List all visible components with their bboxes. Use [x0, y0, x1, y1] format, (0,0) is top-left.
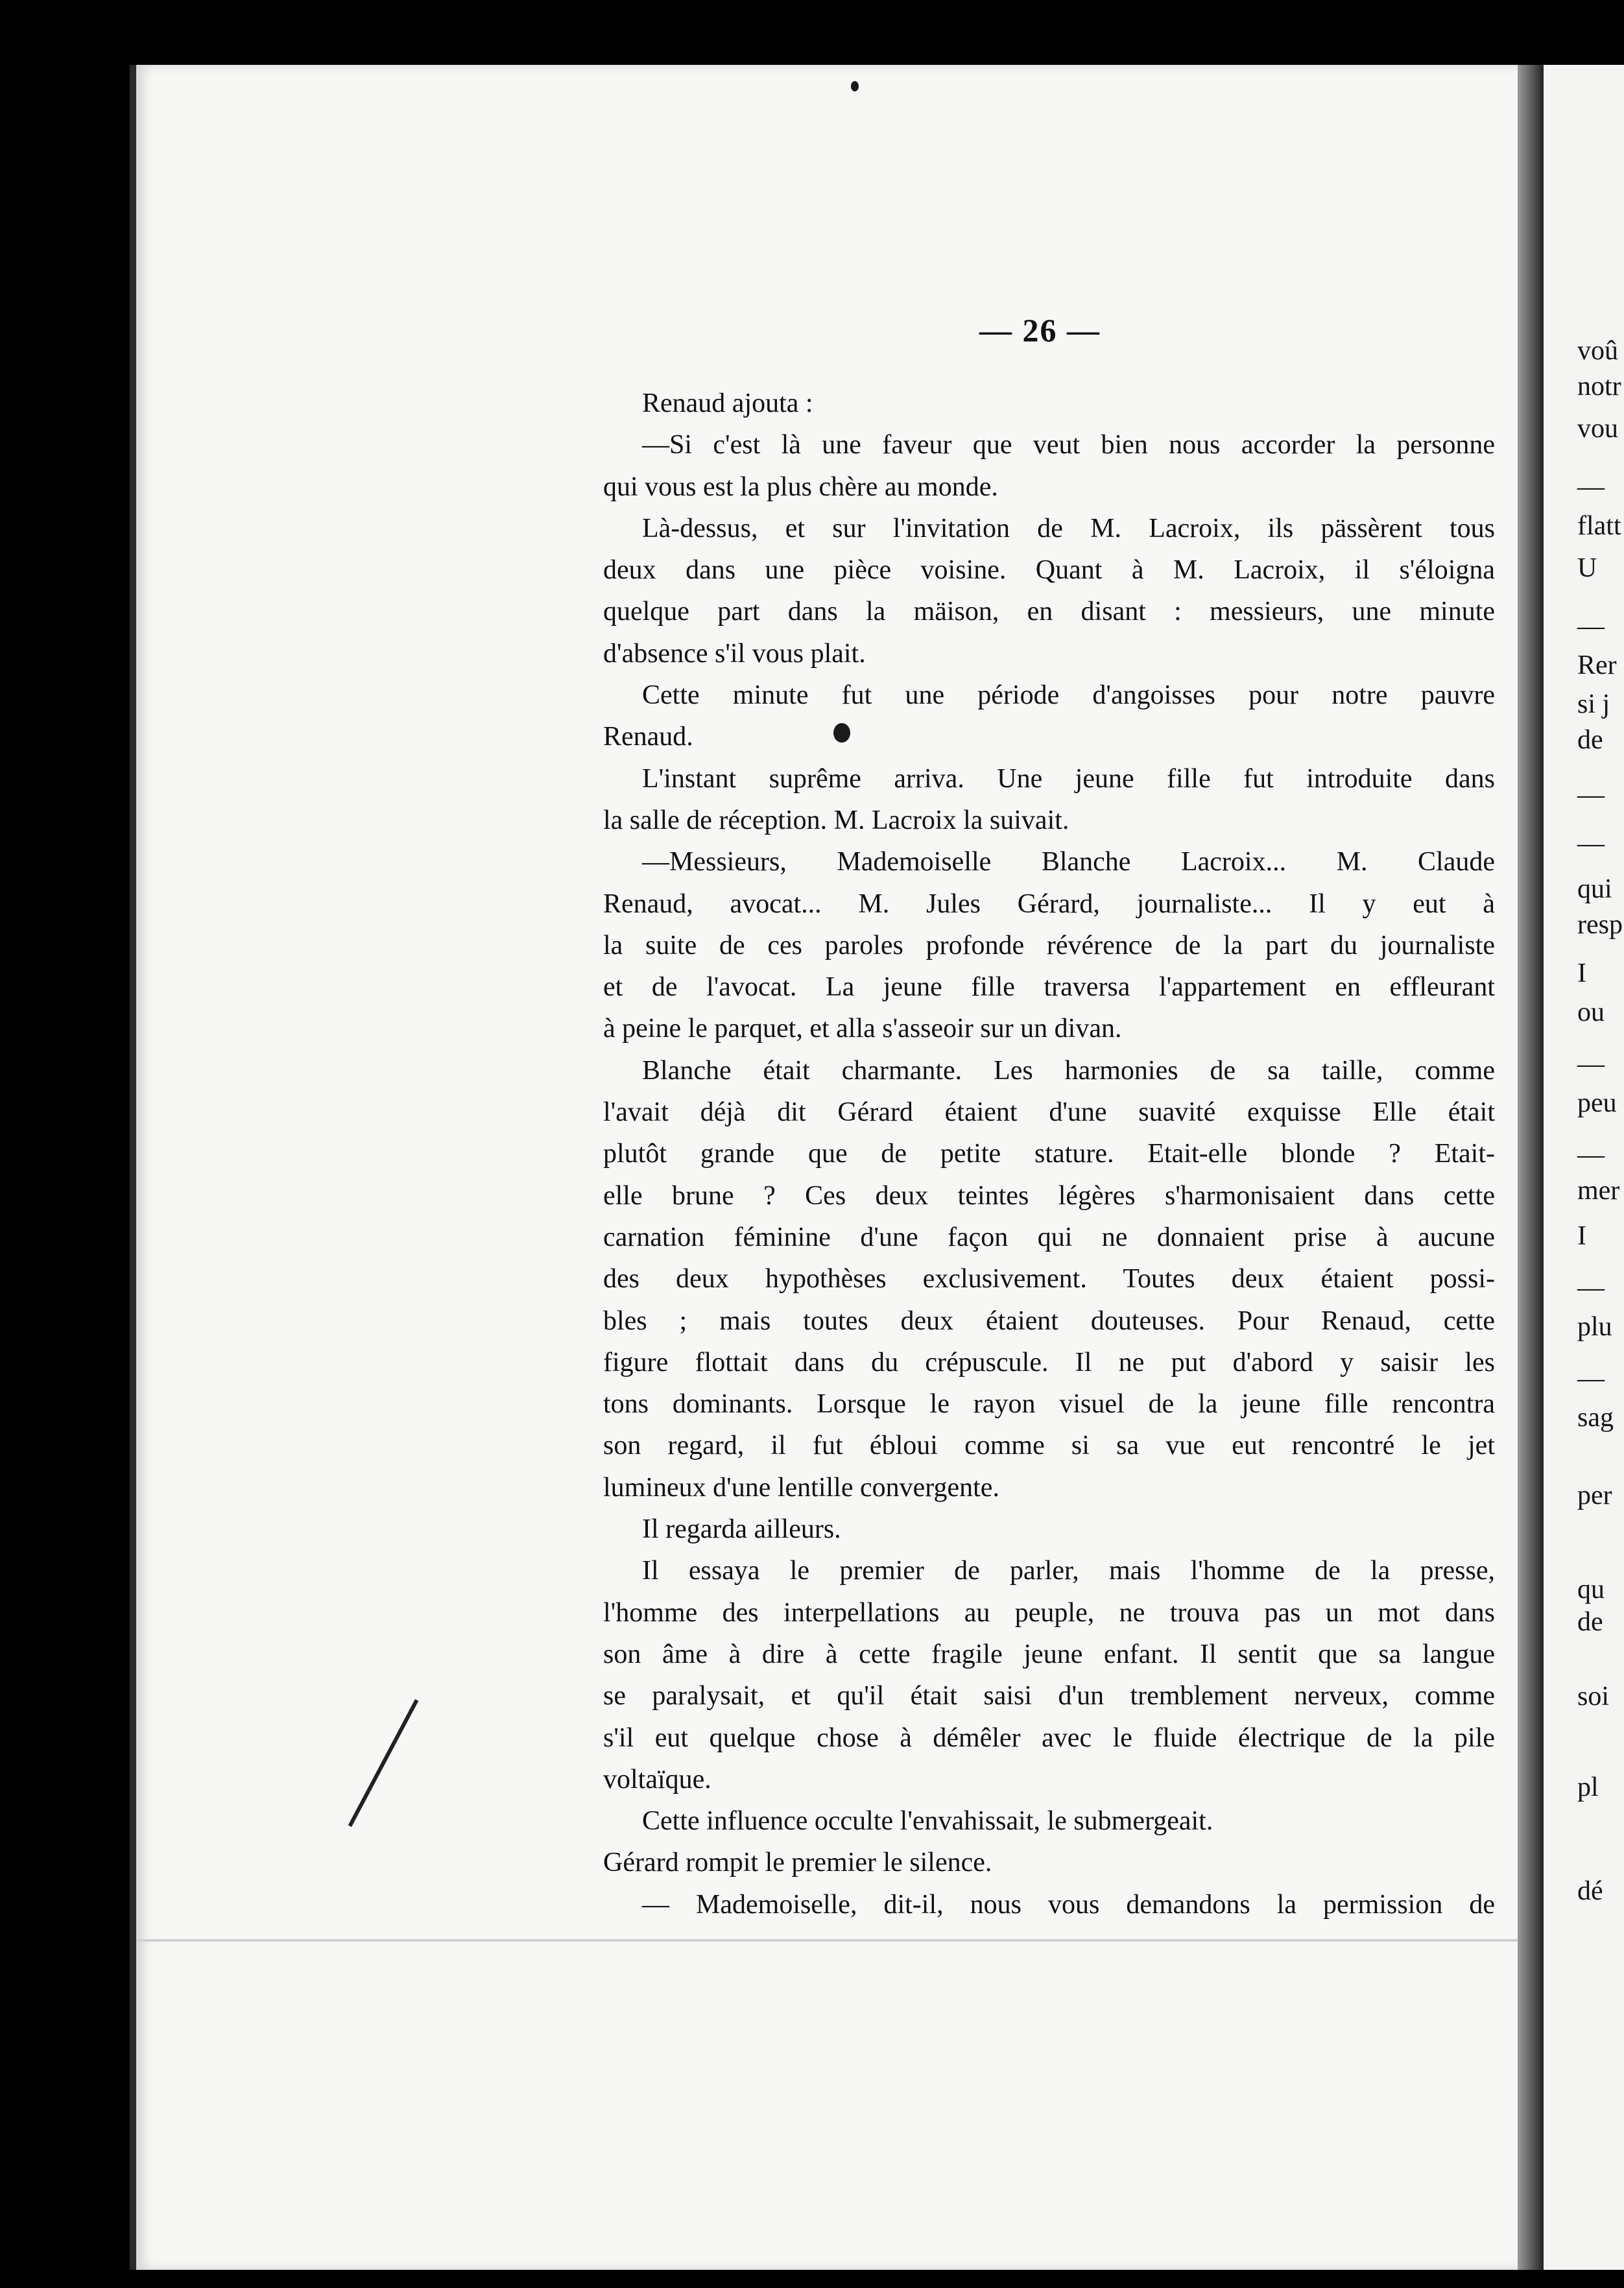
- next-page-fragment: —: [1577, 612, 1605, 641]
- text-line: —Messieurs, Mademoiselle Blanche Lacroix... M. Claude: [642, 847, 1495, 877]
- next-page-fragment: de: [1577, 725, 1603, 755]
- next-page-fragment: I: [1577, 1221, 1586, 1251]
- text-line: l'avait déjà dit Gérard étaient d'une suavité exquisse Elle était: [603, 1097, 1495, 1128]
- text-line: d'absence s'il vous plait.: [603, 638, 866, 669]
- next-page-fragment: —: [1577, 780, 1605, 810]
- text-line: Il regarda ailleurs.: [642, 1514, 841, 1545]
- text-line: deux dans une pièce voisine. Quant à M. Lacroix, il s'éloigna: [603, 555, 1495, 586]
- text-line: son âme à dire à cette fragile jeune enfant. Il sentit que sa langue: [603, 1639, 1495, 1669]
- next-page-fragment: qu: [1577, 1575, 1605, 1604]
- text-line: l'homme des interpellations au peuple, ne trouva pas un mot dans: [603, 1597, 1495, 1628]
- text-line: voltaïque.: [603, 1764, 711, 1794]
- text-line: la suite de ces paroles profonde révérence de la part du journaliste: [603, 930, 1495, 960]
- text-line: son regard, il fut ébloui comme si sa vue eut rencontré le jet: [603, 1431, 1495, 1461]
- next-page-fragment: qui: [1577, 874, 1612, 904]
- next-page-fragment: —: [1577, 472, 1605, 502]
- text-line: Il essaya le premier de parler, mais l'homme de la presse,: [642, 1556, 1495, 1586]
- text-line: s'il eut quelque chose à démêler avec le fluide électrique de la pile: [603, 1722, 1495, 1753]
- next-page-fragment: plu: [1577, 1312, 1612, 1342]
- body-text: [603, 383, 1495, 1925]
- next-page-fragment: —: [1577, 1364, 1605, 1394]
- text-line: L'instant suprême arriva. Une jeune fille fut introduite dans: [642, 763, 1495, 794]
- next-page-fragment: voû: [1577, 336, 1618, 366]
- text-line: quelque part dans la mäison, en disant : messieurs, une minute: [603, 597, 1495, 627]
- next-page-fragment: U: [1577, 553, 1597, 583]
- next-page-fragment: peu: [1577, 1088, 1617, 1118]
- text-line: —Si c'est là une faveur que veut bien nous accorder la personne: [642, 430, 1495, 460]
- ink-smudge: [833, 723, 850, 743]
- next-page-fragment: —: [1577, 1049, 1605, 1079]
- text-line: bles ; mais toutes deux étaient douteuses. Pour Renaud, cette: [603, 1305, 1495, 1336]
- text-line: Gérard rompit le premier le silence.: [603, 1848, 992, 1878]
- next-page-edge: [1544, 65, 1624, 2270]
- text-line: qui vous est la plus chère au monde.: [603, 471, 998, 502]
- text-line: Cette minute fut une période d'angoisses pour notre pauvre: [642, 680, 1495, 711]
- text-line: lumineux d'une lentille convergente.: [603, 1472, 999, 1503]
- text-line: se paralysait, et qu'il était saisi d'un tremblement nerveux, comme: [603, 1681, 1495, 1711]
- next-page-fragment: vou: [1577, 414, 1618, 444]
- text-line: la salle de réception. M. Lacroix la suivait.: [603, 805, 1069, 835]
- text-line: elle brune ? Ces deux teintes légères s'harmonisaient dans cette: [603, 1180, 1495, 1211]
- book-spine-shadow: [1518, 65, 1544, 2270]
- text-line: à peine le parquet, et alla s'asseoir sur un divan.: [603, 1014, 1122, 1044]
- next-page-fragment: per: [1577, 1481, 1612, 1510]
- next-page-fragment: I: [1577, 959, 1586, 988]
- next-page-fragment: soi: [1577, 1682, 1610, 1711]
- text-line: Là-dessus, et sur l'invitation de M. Lacroix, ils pässèrent tous: [642, 513, 1495, 543]
- text-line: des deux hypothèses exclusivement. Toutes deux étaient possi-: [603, 1264, 1495, 1294]
- text-line: figure flottait dans du crépuscule. Il ne put d'abord y saisir les: [603, 1347, 1495, 1377]
- text-line: et de l'avocat. La jeune fille traversa l'appartement en effleurant: [603, 972, 1495, 1003]
- text-line: plutôt grande que de petite stature. Etait-elle blonde ? Etait-: [603, 1139, 1495, 1169]
- text-line: — Mademoiselle, dit-il, nous vous demandons la permission de: [642, 1889, 1495, 1920]
- next-page-fragment: dé: [1577, 1876, 1603, 1906]
- next-page-fragment: —: [1577, 1273, 1605, 1303]
- next-page-fragment: Rer: [1577, 650, 1617, 680]
- next-page-fragment: notr: [1577, 372, 1621, 401]
- page-number: — 26 —: [979, 312, 1101, 348]
- next-page-fragment: —: [1577, 1140, 1605, 1170]
- next-page-fragment: ou: [1577, 997, 1605, 1027]
- text-line: Renaud.: [603, 722, 693, 752]
- text-line: Blanche était charmante. Les harmonies de sa taille, comme: [642, 1055, 1495, 1086]
- next-page-fragment: resp: [1577, 910, 1623, 940]
- next-page-fragment: de: [1577, 1607, 1603, 1637]
- next-page-fragment: pl: [1577, 1772, 1599, 1802]
- next-page-fragment: —: [1577, 829, 1605, 859]
- ink-spot: [851, 81, 859, 91]
- next-page-fragment: si j: [1577, 689, 1610, 719]
- next-page-fragment: flatt: [1577, 511, 1621, 541]
- next-page-fragment: mer: [1577, 1176, 1620, 1206]
- text-line: Renaud, avocat... M. Jules Gérard, journaliste... Il y eut à: [603, 888, 1495, 919]
- next-page-fragment: sag: [1577, 1403, 1614, 1433]
- text-line: Cette influence occulte l'envahissait, le submergeait.: [642, 1806, 1213, 1837]
- text-line: tons dominants. Lorsque le rayon visuel de la jeune fille rencontra: [603, 1389, 1495, 1420]
- text-line: Renaud ajouta :: [642, 388, 813, 418]
- text-line: carnation féminine d'une façon qui ne donnaient prise à aucune: [603, 1222, 1495, 1252]
